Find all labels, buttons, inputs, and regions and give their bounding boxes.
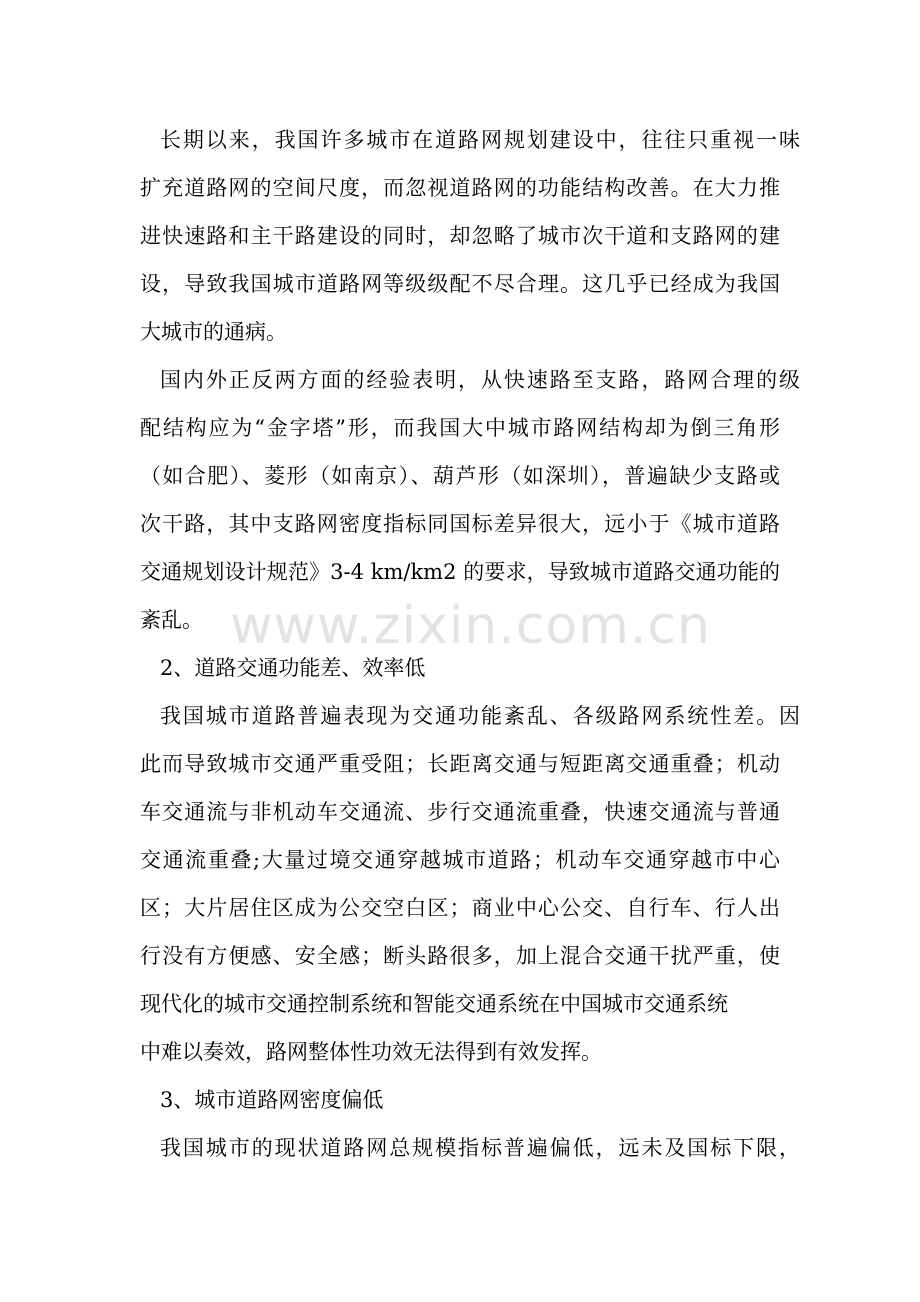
paragraph-line: 我国城市的现状道路网总规模指标普遍偏低，远未及国标下限， (160, 1136, 800, 1160)
watermark: www.zixin.com.cn (230, 596, 711, 656)
section-heading: 3、城市道路网密度偏低 (160, 1088, 384, 1112)
paragraph-line: 配结构应为“金字塔”形，而我国大中城市路网结构却为倒三角形 (140, 416, 780, 440)
paragraph-line: （如合肥）、菱形（如南京）、葫芦形（如深圳），普遍缺少支路或 (140, 464, 780, 488)
paragraph-line: 长期以来，我国许多城市在道路网规划建设中，往往只重视一味 (160, 128, 800, 152)
paragraph-line: 区；大片居住区成为公交空白区；商业中心公交、自行车、行人出 (140, 896, 780, 920)
paragraph-line: 中难以奏效，路网整体性功效无法得到有效发挥。 (140, 1040, 602, 1064)
paragraph-line: 次干路，其中支路网密度指标同国标差异很大，远小于《城市道路 (140, 512, 780, 536)
paragraph-line: 紊乱。 (140, 608, 203, 632)
paragraph-line: 扩充道路网的空间尺度，而忽视道路网的功能结构改善。在大力推 (140, 176, 780, 200)
paragraph-line: 我国城市道路普遍表现为交通功能紊乱、各级路网系统性差。因 (160, 704, 800, 728)
paragraph-line: 交通规划设计规范》3-4 km/km2 的要求，导致城市道路交通功能的 (140, 560, 780, 584)
paragraph-line: 国内外正反两方面的经验表明，从快速路至支路，路网合理的级 (160, 368, 800, 392)
paragraph-line: 车交通流与非机动车交通流、步行交通流重叠，快速交通流与普通 (140, 800, 780, 824)
paragraph-line: 现代化的城市交通控制系统和智能交通系统在中国城市交通系统 (140, 992, 728, 1016)
paragraph-line: 设，导致我国城市道路网等级级配不尽合理。这几乎已经成为我国 (140, 272, 780, 296)
paragraph-line: 行没有方便感、安全感；断头路很多，加上混合交通干扰严重，使 (140, 944, 780, 968)
paragraph-line: 交通流重叠;大量过境交通穿越城市道路；机动车交通穿越市中心 (140, 848, 780, 872)
document-body (140, 116, 800, 1172)
paragraph-line: 进快速路和主干路建设的同时，却忽略了城市次干道和支路网的建 (140, 224, 780, 248)
paragraph-line: 此而导致城市交通严重受阻；长距离交通与短距离交通重叠；机动 (140, 752, 780, 776)
paragraph-line: 大城市的通病。 (140, 320, 287, 344)
section-heading: 2、道路交通功能差、效率低 (160, 656, 426, 680)
